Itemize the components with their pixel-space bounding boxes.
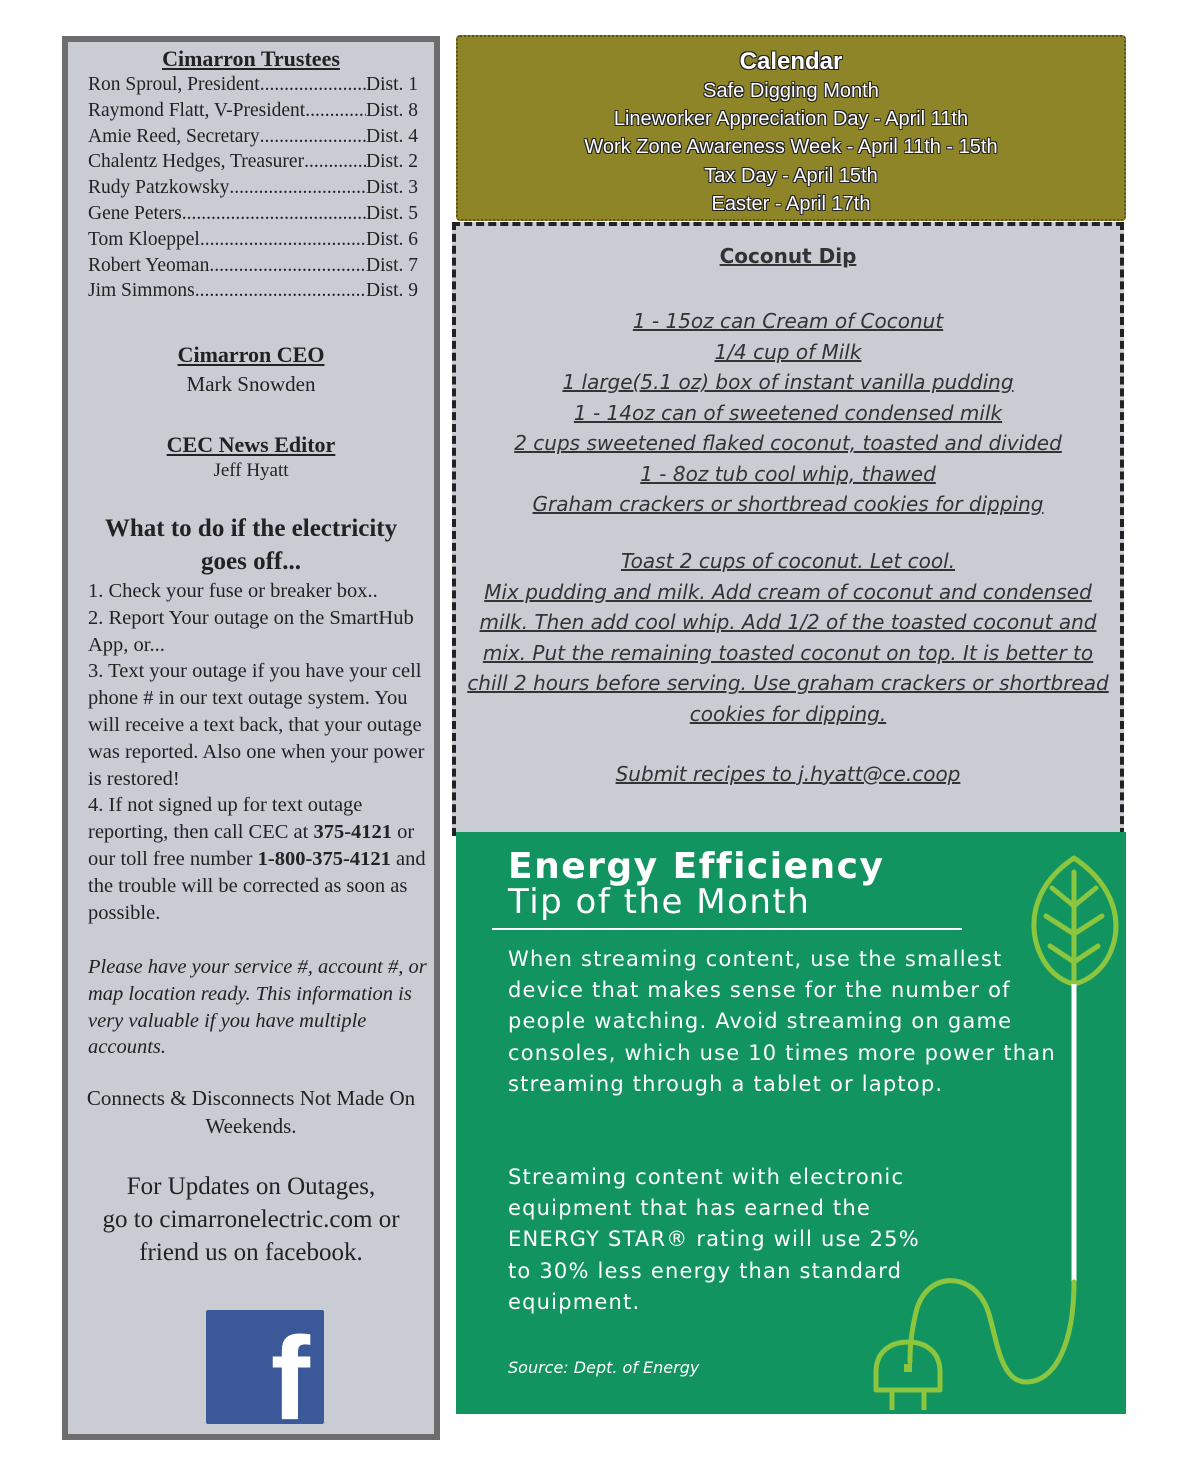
submit-recipes-link[interactable]: Submit recipes to j.hyatt@ce.coop (615, 762, 961, 786)
calendar-item: Safe Digging Month (703, 80, 879, 102)
calendar-item: Lineworker Appreciation Day - April 11th (613, 108, 969, 131)
leader-dots (209, 253, 366, 279)
calendar-item: Tax Day - April 15th (704, 164, 878, 187)
outage-heading: What to do if the electricity goes off... (104, 515, 398, 575)
sidebar-panel (62, 36, 440, 1440)
trustee-row (88, 124, 418, 150)
trustee-name: Robert Yeoman (88, 254, 210, 276)
outage-step-4 (88, 792, 438, 926)
editor-heading: CEC News Editor (166, 432, 336, 457)
service-note: Please have your service #, account #, or map location ready. This information is very valuable if you have multiple accounts. (88, 956, 427, 1059)
trustee-district: Dist. 3 (365, 177, 418, 199)
calendar-item: Work Zone Awareness Week - April 11th - 15th (584, 136, 998, 159)
recipe-directions (460, 546, 1116, 730)
title-divider (492, 928, 962, 930)
outage-step-2: 2. Report Your outage on the SmartHub App, or... (88, 606, 414, 656)
leader-dots (182, 201, 366, 227)
facebook-icon[interactable] (206, 1310, 324, 1424)
facebook-glyph: f (270, 1313, 310, 1424)
trustee-list (88, 72, 418, 304)
ingredient-item: 1 large(5.1 oz) box of instant vanilla pudding (562, 370, 1014, 394)
trustee-name: Gene Peters (88, 202, 182, 224)
outage-step-1: 1. Check your fuse or breaker box.. (88, 580, 378, 602)
trustee-name: Jim Simmons (88, 280, 195, 302)
ingredient-item: Graham crackers or shortbread cookies for dipping (532, 492, 1044, 516)
leader-dots (229, 175, 366, 201)
energy-source: Source: Dept. of Energy (508, 1358, 700, 1377)
trustee-name: Rudy Patzkowsky (88, 177, 230, 199)
step4-text: and the trouble will be corrected as soon as possible. (88, 847, 426, 924)
trustee-district: Dist. 5 (365, 202, 418, 224)
energy-paragraph-2: Streaming content with electronic equipment that has earned the ENERGY STAR® rating will use 25% to 30% less energy than standard equipment. (508, 1165, 920, 1314)
energy-paragraph-1: When streaming content, use the smallest device that makes sense for the number of people watching. Avoid streaming on game consoles, which use 10 times more power than streaming through a tablet or laptop. (508, 947, 1056, 1096)
trustee-name: Tom Kloeppel (88, 228, 200, 250)
trustee-district: Dist. 1 (365, 74, 418, 95)
trustee-row (88, 201, 418, 227)
trustee-name: Ron Sproul, President (88, 74, 260, 95)
calendar-box (456, 35, 1126, 221)
trustee-district: Dist. 8 (365, 99, 418, 121)
trustee-district: Dist. 4 (365, 125, 418, 147)
trustee-row (88, 98, 418, 124)
trustee-row (88, 72, 418, 98)
trustee-row (88, 253, 418, 279)
trustee-name: Raymond Flatt, V-President (88, 99, 306, 121)
leader-dots (260, 124, 366, 150)
trustee-name: Chalentz Hedges, Treasurer (88, 151, 305, 173)
trustees-heading: Cimarron Trustees (162, 46, 340, 71)
website-link[interactable]: go to cimarronelectric.com or (102, 1206, 400, 1233)
trustee-district: Dist. 9 (365, 280, 418, 302)
leader-dots (195, 278, 366, 304)
outage-steps (88, 578, 438, 926)
step4-text: or our toll free number (88, 821, 415, 870)
direction-step: Toast 2 cups of coconut. Let cool. (620, 549, 956, 573)
calendar-item: Easter - April 17th (711, 192, 871, 215)
trustee-row (88, 175, 418, 201)
ingredient-item: 2 cups sweetened flaked coconut, toasted and divided (514, 431, 1062, 455)
editor-name: Jeff Hyatt (213, 460, 289, 481)
ingredient-item: 1 - 8oz tub cool whip, thawed (640, 461, 936, 486)
recipe-box (452, 222, 1124, 836)
ceo-name: Mark Snowden (186, 372, 316, 396)
trustee-row (88, 278, 418, 304)
trustee-district: Dist. 7 (365, 254, 418, 276)
updates-line: friend us on facebook. (139, 1239, 363, 1266)
phone-number: 375-4121 (313, 821, 393, 844)
leader-dots (200, 227, 366, 253)
updates-line: For Updates on Outages, (126, 1173, 376, 1200)
calendar-title: Calendar (739, 48, 843, 75)
ingredient-item: 1 - 14oz can of sweetened condensed milk (573, 400, 1003, 425)
leader-dots (260, 72, 366, 98)
trustee-district: Dist. 2 (365, 151, 418, 173)
energy-tip-panel (456, 832, 1126, 1414)
ingredient-item: 1 - 15oz can Cream of Coconut (632, 309, 944, 333)
updates-note (72, 1170, 430, 1269)
energy-subtitle: Tip of the Month (508, 882, 811, 922)
trustee-district: Dist. 6 (365, 228, 418, 250)
leader-dots (304, 149, 366, 175)
connects-note: Connects & Disconnects Not Made On Weekends. (86, 1086, 416, 1138)
trustee-row (88, 149, 418, 175)
energy-title: Energy Efficiency (508, 846, 885, 887)
ingredient-list (456, 306, 1120, 520)
direction-step: Mix pudding and milk. Add cream of coconut and condensed milk. Then add cool whip. Add 1/2 of the toasted coconut and mix. Put the remaining toasted coconut on top. It is better to chill 2 hours before serving. Use graham crackers or shortbread cookies for dipping. (467, 579, 1109, 726)
trustee-row (88, 227, 418, 253)
ceo-heading: Cimarron CEO (177, 342, 325, 367)
toll-free-number: 1-800-375-4121 (257, 847, 391, 870)
trustee-name: Amie Reed, Secretary (88, 125, 260, 147)
ingredient-item: 1/4 cup of Milk (714, 339, 862, 364)
outage-step-3: 3. Text your outage if you have your cell phone # in our text outage system. You will receive a text back, that your outage was reported. Also one when your power is restored! (88, 660, 425, 790)
leader-dots (305, 98, 366, 124)
recipe-title: Coconut Dip (719, 244, 857, 268)
step4-text: 4. If not signed up for text outage reporting, then call CEC at (88, 794, 363, 844)
